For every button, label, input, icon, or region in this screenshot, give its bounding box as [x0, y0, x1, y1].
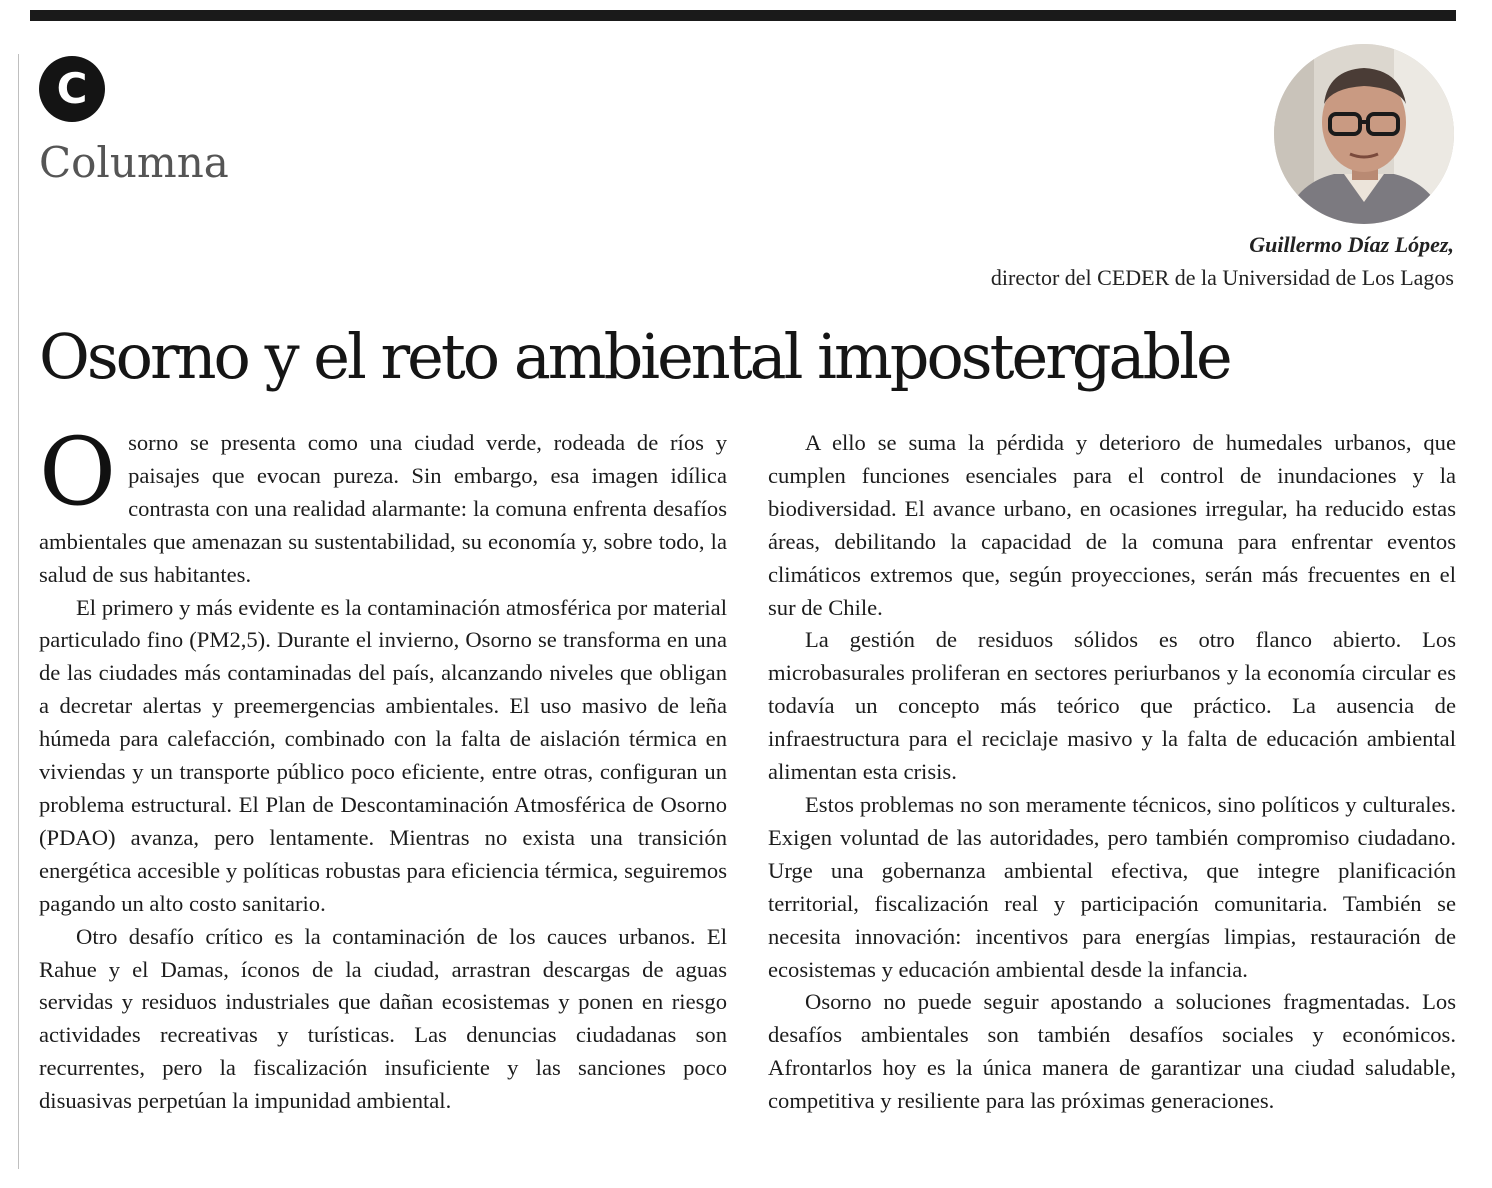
article-paragraph — [39, 418, 727, 592]
article-paragraph: La gestión de residuos sólidos es otro flanco abierto. Los microbasurales proliferan en sectores periurbanos y la economía circular es todavía un concepto más teórico que práctico. La ausencia de infraestructura para el reciclaje masivo y la falta de educación ambiental alimentan esta crisis. — [768, 627, 1456, 785]
article-paragraph: Estos problemas no son meramente técnicos, sino políticos y culturales. Exigen voluntad de las autoridades, pero también compromiso ciudadano. Urge una gobernanza ambiental efectiva, que integre planificación territorial, fiscalización real y participación comunitaria. También se necesita innovación: incentivos para energías limpias, restauración de ecosistemas y educación ambiental desde la infancia. — [768, 791, 1456, 982]
left-column-rule — [18, 54, 19, 1169]
author-name: Guillermo Díaz López, — [1249, 232, 1454, 257]
author-portrait-image — [1274, 44, 1454, 224]
article-paragraph: Osorno no puede seguir apostando a soluciones fragmentadas. Los desafíos ambientales son también desafíos sociales y económicos. Afrontarlos hoy es la única manera de garantizar una ciudad saludable, competitiva y resiliente para las próximas generaciones. — [768, 989, 1456, 1114]
article-paragraph: A ello se suma la pérdida y deterioro de humedales urbanos, que cumplen funciones esenciales para el control de inundaciones y la biodiversidad. El avance urbano, en ocasiones irregular, ha reducido estas áreas, debilitando la capacidad de la comuna para enfrentar eventos climáticos extremos que, según proyecciones, serán más frecuentes en el sur de Chile. — [768, 430, 1456, 620]
section-badge-letter: C — [56, 64, 88, 113]
author-portrait — [1274, 44, 1454, 224]
article-left-column — [39, 418, 727, 1118]
article-right-column — [768, 427, 1456, 1118]
drop-cap: O — [39, 418, 117, 527]
top-rule — [30, 10, 1456, 21]
article-paragraph: Otro desafío crítico es la contaminación de los cauces urbanos. El Rahue y el Damas, íconos de la ciudad, arrastran descargas de aguas servidas y residuos industriales que dañan ecosistemas y ponen en riesgo actividades recreativas y turísticas. Las denuncias ciudadanas son recurrentes, pero la fiscalización insuficiente y las sanciones poco disuasivas perpetúan la impunidad ambiental. — [39, 923, 727, 1114]
paragraph-text: sorno se presenta como una ciudad verde, rodeada de ríos y paisajes que evocan pureza. Sin embargo, esa imagen idílica contrasta con una realidad alarmante: la comuna enfrenta desafíos ambientales que amenazan su sustentabilidad, su economía y, sobre todo, la salud de sus habitantes. — [39, 430, 727, 587]
headline: Osorno y el reto ambiental impostergable — [39, 320, 1230, 393]
author-role: director del CEDER de la Universidad de Los Lagos — [990, 265, 1454, 290]
section-name: Columna — [39, 138, 229, 187]
section-badge — [39, 56, 105, 122]
article-paragraph: El primero y más evidente es la contaminación atmosférica por material particulado fino (PM2,5). Durante el invierno, Osorno se transforma en una de las ciudades más contaminadas del país, alcanzando niveles que obligan a decretar alertas y preemergencias ambientales. El uso masivo de leña húmeda para calefacción, combinado con la falta de aislación térmica en viviendas y un transporte público poco eficiente, entre otras, configuran un problema estructural. El Plan de Descontaminación Atmosférica de Osorno (PDAO) avanza, pero lentamente. Mientras no exista una transición energética accesible y políticas robustas para eficiencia térmica, seguiremos pagando un alto costo sanitario. — [39, 594, 727, 916]
